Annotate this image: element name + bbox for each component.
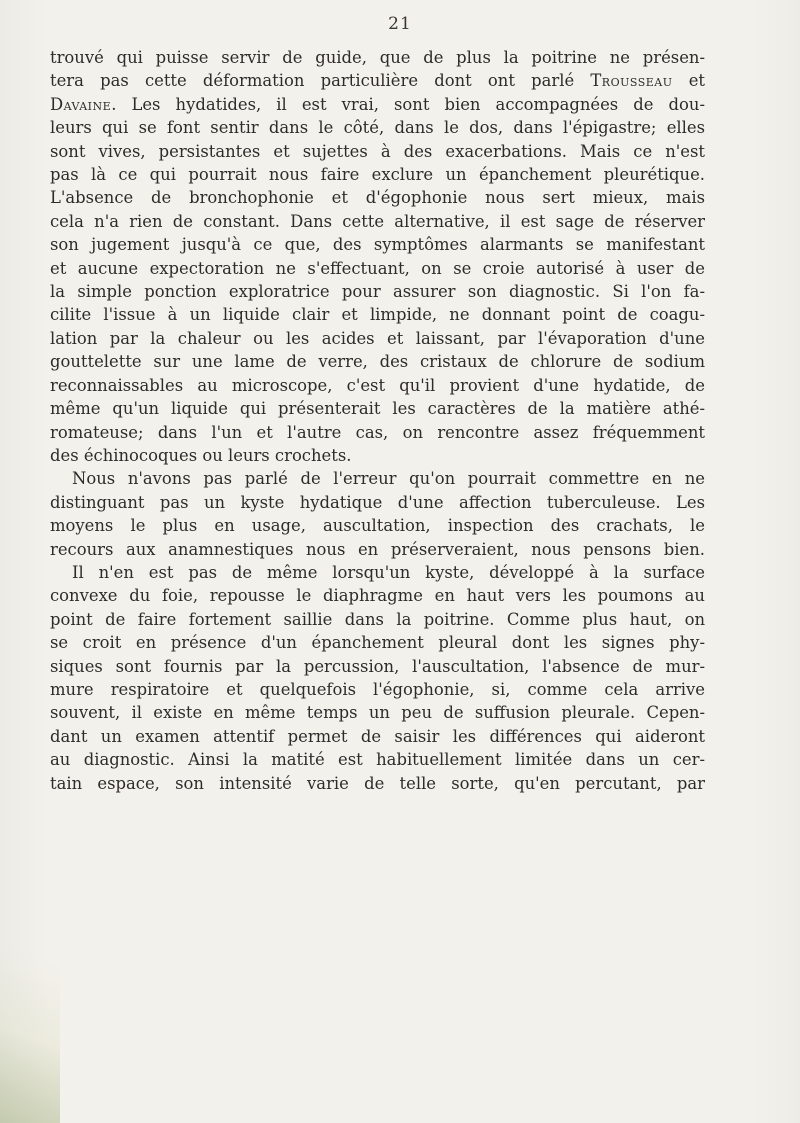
text-line: point de faire fortement saillie dans la poitrine. Comme plus haut, on — [50, 609, 705, 629]
text-line: leurs qui se font sentir dans le côté, dans le dos, dans l'épigastre; elles — [50, 118, 705, 138]
page-corner-shadow — [0, 903, 60, 1123]
text-line: Il n'en est pas de même lorsqu'un kyste, développé à la surface — [72, 562, 705, 582]
text-line: L'absence de bronchophonie et d'égophonie nous sert mieux, mais — [50, 188, 705, 208]
text-line: siques sont fournis par la percussion, l'auscultation, l'absence de mur- — [50, 656, 705, 676]
text-line: reconnaissables au microscope, c'est qu'il provient d'une hydatide, de — [50, 375, 705, 395]
text-line: trouvé qui puisse servir de guide, que de plus la poitrine ne présen- — [50, 48, 705, 67]
text-line: romateuse; dans l'un et l'autre cas, on rencontre assez fréquemment — [50, 422, 705, 442]
text-line: recours aux anamnestiques nous en préserveraient, nous pensons bien. — [50, 539, 705, 559]
text-line: des échinocoques ou leurs crochets. — [50, 445, 352, 465]
text-line: même qu'un liquide qui présenterait les caractères de la matière athé- — [50, 399, 705, 419]
text-line: se croit en présence d'un épanchement pleural dont les signes phy- — [50, 633, 705, 653]
text-line: son jugement jusqu'à ce que, des symptômes alarmants se manifestant — [50, 235, 705, 255]
text-line: lation par la chaleur ou les acides et laissant, par l'évaporation d'une — [50, 328, 705, 348]
text-line: pas là ce qui pourrait nous faire exclure un épanchement pleurétique. — [50, 165, 705, 185]
author-name: Trousseau — [590, 71, 673, 91]
text-line: sont vives, persistantes et sujettes à des exacerbations. Mais ce n'est — [50, 141, 705, 161]
text-line: gouttelette sur une lame de verre, des cristaux de chlorure de sodium — [50, 352, 705, 372]
text-line: distinguant pas un kyste hydatique d'une affection tuberculeuse. Les — [50, 492, 705, 512]
text-line: la simple ponction exploratrice pour assurer son diagnostic. Si l'on fa- — [50, 282, 705, 302]
text-line: cilite l'issue à un liquide clair et limpide, ne donnant point de coagu- — [50, 305, 705, 325]
text-line: dant un examen attentif permet de saisir les différences qui aideront — [50, 726, 705, 746]
text-line: Davaine. Les hydatides, il est vrai, sont bien accompagnées de dou- — [50, 94, 705, 114]
text-line: mure respiratoire et quelquefois l'égophonie, si, comme cela arrive — [50, 679, 705, 699]
text-line: au diagnostic. Ainsi la matité est habituellement limitée dans un cer- — [50, 750, 705, 770]
text-line: tera pas cette déformation particulière dont ont parlé Trousseau et — [50, 71, 705, 91]
text-line: cela n'a rien de constant. Dans cette alternative, il est sage de réserver — [50, 211, 705, 231]
text-line: souvent, il existe en même temps un peu de suffusion pleurale. Cepen- — [50, 703, 705, 723]
text-line: et aucune expectoration ne s'effectuant, on se croie autorisé à user de — [50, 258, 705, 278]
author-name: Davaine — [50, 94, 112, 114]
text-line: tain espace, son intensité varie de telle sorte, qu'en percutant, par — [50, 773, 705, 793]
body-text — [50, 46, 705, 795]
text-line: Nous n'avons pas parlé de l'erreur qu'on pourrait commettre en ne — [72, 469, 705, 489]
text-line: convexe du foie, repousse le diaphragme en haut vers les poumons au — [50, 586, 705, 606]
text-line: moyens le plus en usage, auscultation, inspection des crachats, le — [50, 516, 705, 536]
page-number: 21 — [388, 14, 412, 34]
